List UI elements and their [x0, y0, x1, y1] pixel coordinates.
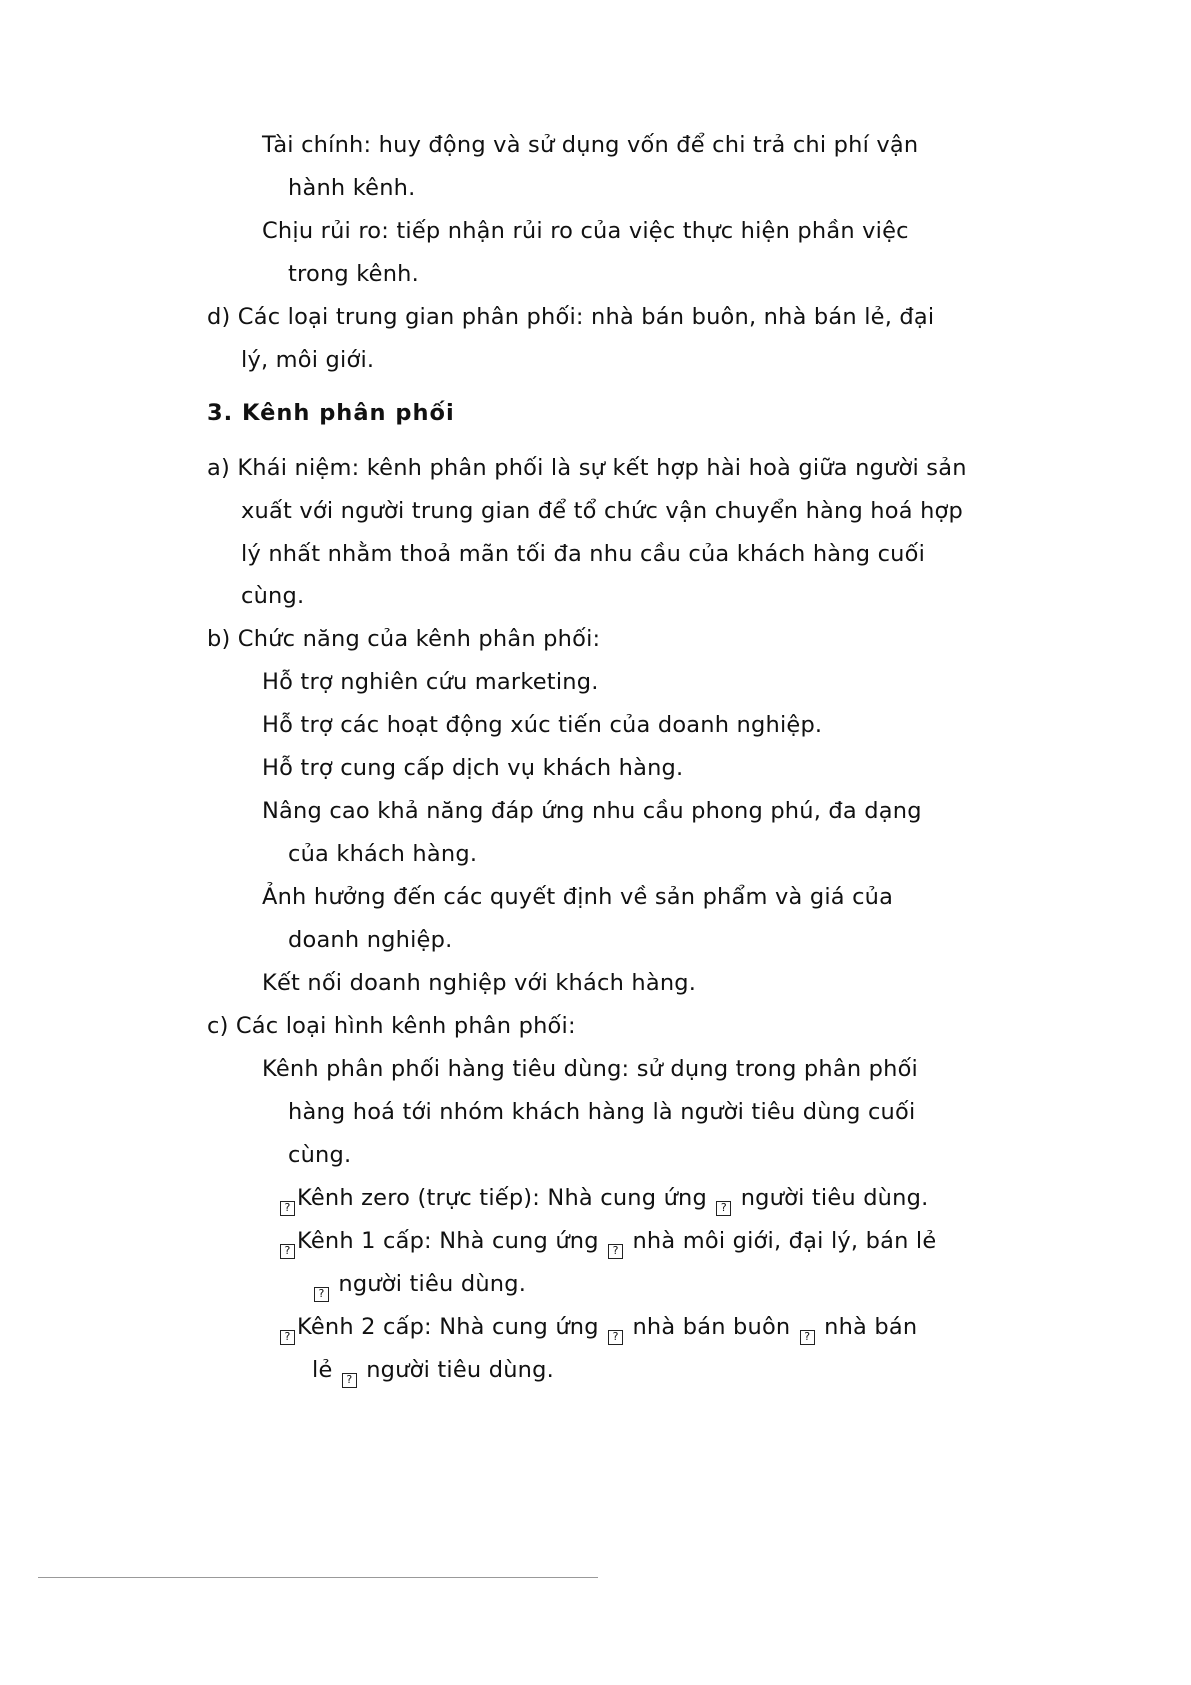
sub-bullet-kenh-2-cap-cont [312, 1355, 554, 1388]
kenh-2-cap-mid2: nhà bán [824, 1314, 918, 1340]
sub-bullet-kenh-zero [278, 1183, 928, 1216]
bullet-b1: Hỗ trợ nghiên cứu marketing. [262, 669, 599, 695]
sub-bullet-kenh-1-cap [278, 1226, 936, 1259]
missing-glyph-icon: ? [314, 1287, 329, 1302]
item-d-cont: lý, môi giới. [241, 347, 375, 373]
bullet-c1-line-2: hàng hoá tới nhóm khách hàng là người tiêu dùng cuối [288, 1099, 916, 1125]
bullet-chiu-rui-ro: Chịu rủi ro: tiếp nhận rủi ro của việc thực hiện phần việc [262, 218, 909, 244]
bullet-b5-cont: doanh nghiệp. [288, 927, 453, 953]
bullet-tai-chinh-cont: hành kênh. [288, 175, 416, 201]
missing-glyph-icon: ? [280, 1330, 295, 1345]
missing-glyph-icon: ? [280, 1201, 295, 1216]
bullet-c1: Kênh phân phối hàng tiêu dùng: sử dụng trong phân phối [262, 1056, 919, 1082]
kenh-1-cap-end: người tiêu dùng. [338, 1271, 527, 1297]
missing-glyph-icon: ? [608, 1244, 623, 1259]
item-b: b) Chức năng của kênh phân phối: [207, 626, 601, 652]
sub-bullet-kenh-1-cap-cont [312, 1269, 526, 1302]
bullet-b4: Nâng cao khả năng đáp ứng nhu cầu phong phú, đa dạng [262, 798, 922, 824]
bullet-tai-chinh: Tài chính: huy động và sử dụng vốn để chi trả chi phí vận [262, 132, 919, 158]
bullet-b4-cont: của khách hàng. [288, 841, 478, 867]
item-a: a) Khái niệm: kênh phân phối là sự kết hợp hài hoà giữa người sản [207, 455, 967, 481]
kenh-zero-end: người tiêu dùng. [740, 1185, 929, 1211]
bullet-b6: Kết nối doanh nghiệp với khách hàng. [262, 970, 697, 996]
bullet-chiu-rui-ro-cont: trong kênh. [288, 261, 419, 287]
bullet-c1-line-3: cùng. [288, 1142, 352, 1168]
missing-glyph-icon: ? [716, 1201, 731, 1216]
kenh-2-cap-label: Kênh 2 cấp: Nhà cung ứng [297, 1314, 599, 1340]
kenh-2-cap-line2: lẻ [312, 1357, 333, 1383]
item-d: d) Các loại trung gian phân phối: nhà bán buôn, nhà bán lẻ, đại [207, 304, 935, 330]
missing-glyph-icon: ? [800, 1330, 815, 1345]
bullet-b3: Hỗ trợ cung cấp dịch vụ khách hàng. [262, 755, 684, 781]
kenh-zero-label: Kênh zero (trực tiếp): Nhà cung ứng [297, 1185, 707, 1211]
missing-glyph-icon: ? [608, 1330, 623, 1345]
kenh-2-cap-end: người tiêu dùng. [366, 1357, 554, 1383]
kenh-2-cap-mid: nhà bán buôn [632, 1314, 791, 1340]
sub-bullet-kenh-2-cap [278, 1312, 917, 1345]
bullet-b2: Hỗ trợ các hoạt động xúc tiến của doanh nghiệp. [262, 712, 823, 738]
missing-glyph-icon: ? [280, 1244, 295, 1259]
kenh-1-cap-label: Kênh 1 cấp: Nhà cung ứng [297, 1228, 599, 1254]
footer-divider [38, 1577, 598, 1578]
kenh-1-cap-mid: nhà môi giới, đại lý, bán lẻ [632, 1228, 937, 1254]
section-heading-3: 3. Kênh phân phối [207, 400, 455, 426]
missing-glyph-icon: ? [342, 1373, 357, 1388]
item-a-line-2: xuất với người trung gian để tổ chức vận chuyển hàng hoá hợp [241, 498, 963, 524]
item-c: c) Các loại hình kênh phân phối: [207, 1013, 576, 1039]
item-a-line-3: lý nhất nhằm thoả mãn tối đa nhu cầu của khách hàng cuối [241, 541, 926, 567]
bullet-b5: Ảnh hưởng đến các quyết định về sản phẩm và giá của [262, 884, 894, 910]
item-a-line-4: cùng. [241, 583, 305, 609]
